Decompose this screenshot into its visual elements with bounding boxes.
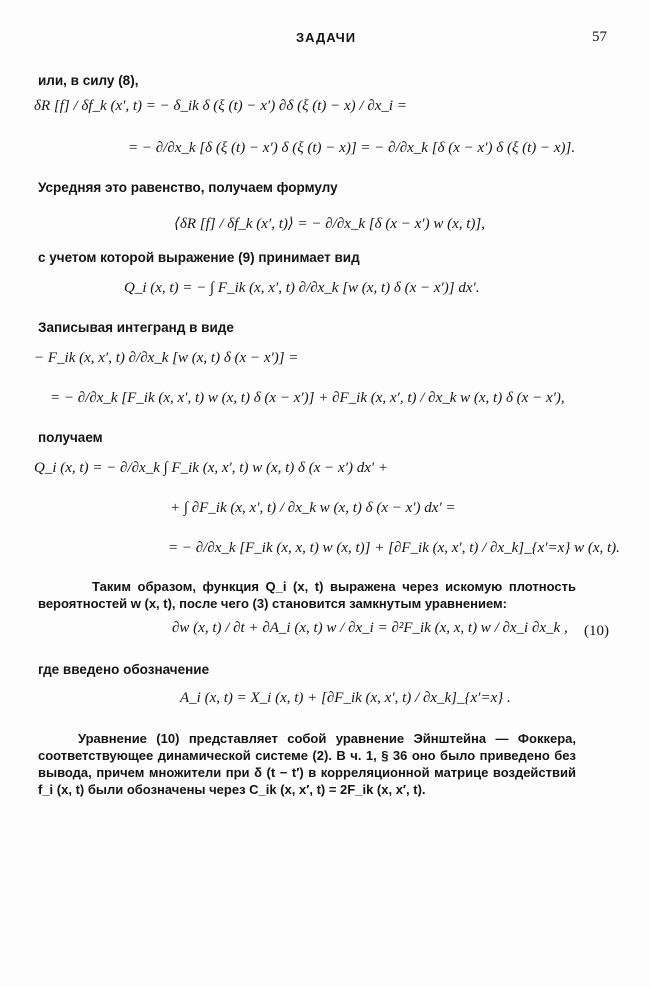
paragraph: Уравнение (10) представляет собой уравнение Эйнштейна — Фоккера, соответствующее динамической системе (2). В ч. 1, § 36 оно было приведено без вывода, причем множители при δ (t − t′) в корреляционной матрице воздействий f_i (x, t) были обозначены через C_ik (x, x′, t) = 2F_ik (x, x′, t).	[38, 731, 576, 797]
equation-line: Q_i (x, t) = − ∂/∂x_k ∫ F_ik (x, x′, t) w (x, t) δ (x − x′) dx′ +	[34, 460, 389, 476]
equation-line: − F_ik (x, x′, t) ∂/∂x_k [w (x, t) δ (x − x′)] =	[34, 350, 299, 366]
equation-line: ∂w (x, t) / ∂t + ∂A_i (x, t) w / ∂x_i = ∂²F_ik (x, x, t) w / ∂x_i ∂x_k ,	[172, 620, 568, 636]
text-line: где введено обозначение	[38, 662, 210, 677]
paragraph: Таким образом, функция Q_i (x, t) выражена через искомую плотность вероятностей w (x, t), после чего (3) становится замкнутым уравнением:	[38, 579, 576, 611]
equation-line: ⟨δR [f] / δf_k (x′, t)⟩ = − ∂/∂x_k [δ (x − x′) w (x, t)],	[174, 216, 485, 232]
equation-line: Q_i (x, t) = − ∫ F_ik (x, x′, t) ∂/∂x_k [w (x, t) δ (x − x′)] dx′.	[124, 280, 480, 296]
equation-line: = − ∂/∂x_k [δ (ξ (t) − x′) δ (ξ (t) − x)] = − ∂/∂x_k [δ (x − x′) δ (ξ (t) − x)].	[128, 140, 576, 156]
text-line: с учетом которой выражение (9) принимает вид	[38, 250, 360, 265]
running-header: ЗАДАЧИ	[296, 30, 357, 45]
equation-number: (10)	[584, 623, 609, 639]
text-line: Усредняя это равенство, получаем формулу	[38, 180, 338, 195]
text-line: получаем	[38, 430, 103, 445]
equation-line: + ∫ ∂F_ik (x, x′, t) / ∂x_k w (x, t) δ (x − x′) dx′ =	[170, 500, 456, 516]
equation-line: = − ∂/∂x_k [F_ik (x, x, t) w (x, t)] + [∂F_ik (x, x′, t) / ∂x_k]_{x′=x} w (x, t).	[168, 540, 620, 556]
page-number: 57	[592, 29, 607, 45]
text-line: Записывая интегранд в виде	[38, 320, 234, 335]
equation-line: = − ∂/∂x_k [F_ik (x, x′, t) w (x, t) δ (x − x′)] + ∂F_ik (x, x′, t) / ∂x_k w (x, t) δ (x − x′),	[50, 390, 565, 406]
text-line: или, в силу (8),	[38, 73, 139, 88]
equation-line: δR [f] / δf_k (x′, t) = − δ_ik δ (ξ (t) − x′) ∂δ (ξ (t) − x) / ∂x_i =	[34, 98, 407, 114]
equation-line: A_i (x, t) = X_i (x, t) + [∂F_ik (x, x′, t) / ∂x_k]_{x′=x} .	[180, 690, 511, 706]
